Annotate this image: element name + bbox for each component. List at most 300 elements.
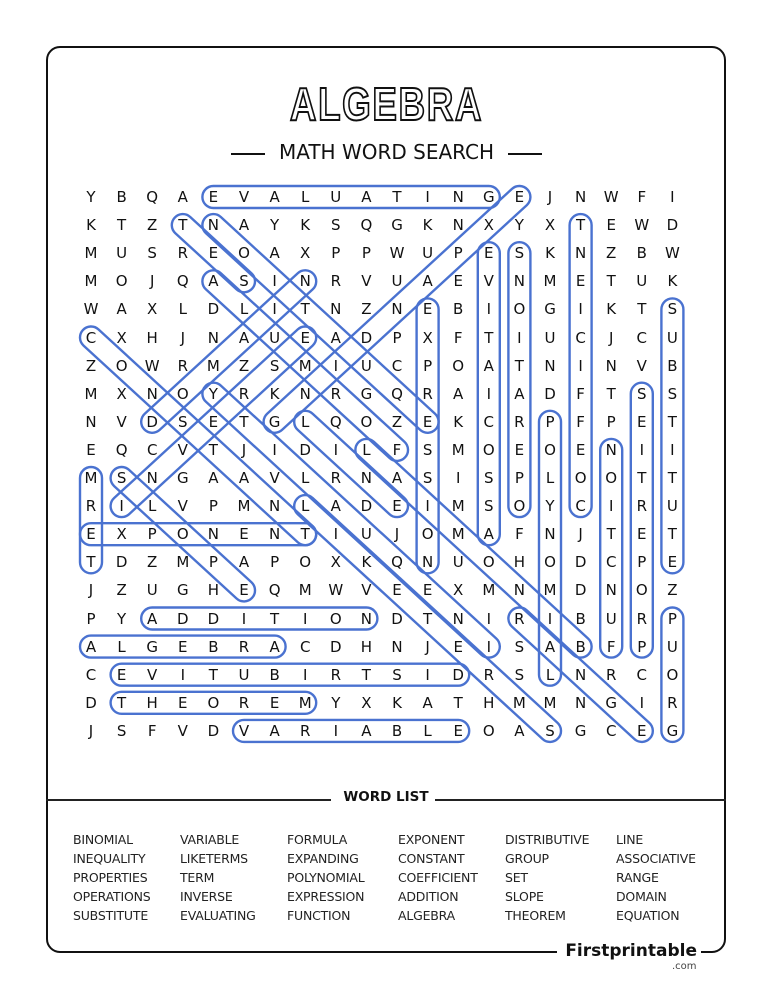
grid-cell[interactable]: N bbox=[452, 609, 464, 628]
grid-cell[interactable]: C bbox=[636, 665, 648, 684]
grid-cell[interactable]: J bbox=[547, 188, 553, 206]
grid-cell[interactable]: O bbox=[452, 356, 465, 375]
grid-cell[interactable]: E bbox=[300, 328, 310, 347]
grid-cell[interactable]: U bbox=[422, 244, 434, 263]
grid-cell[interactable]: L bbox=[301, 188, 310, 206]
grid-cell[interactable]: D bbox=[452, 665, 464, 684]
grid-cell[interactable]: T bbox=[239, 412, 249, 431]
grid-cell[interactable]: V bbox=[177, 497, 188, 516]
grid-cell[interactable]: O bbox=[605, 469, 618, 487]
grid-cell[interactable]: X bbox=[330, 553, 341, 572]
grid-cell[interactable]: Q bbox=[391, 384, 403, 403]
grid-cell[interactable]: K bbox=[545, 244, 555, 263]
grid-cell[interactable]: I bbox=[639, 440, 645, 459]
grid-cell[interactable]: K bbox=[300, 216, 311, 235]
grid-cell[interactable]: N bbox=[299, 384, 311, 403]
grid-cell[interactable]: I bbox=[302, 665, 308, 684]
grid-cell[interactable]: T bbox=[514, 356, 524, 375]
grid-cell[interactable]: R bbox=[605, 665, 617, 684]
grid-cell[interactable]: N bbox=[146, 384, 158, 403]
grid-cell[interactable]: C bbox=[636, 328, 648, 347]
grid-cell[interactable]: G bbox=[574, 721, 587, 740]
grid-cell[interactable]: A bbox=[208, 469, 219, 487]
grid-cell[interactable]: B bbox=[208, 637, 219, 656]
grid-cell[interactable]: B bbox=[116, 188, 127, 206]
grid-cell[interactable]: Q bbox=[146, 188, 159, 206]
grid-cell[interactable]: Z bbox=[85, 356, 97, 375]
grid-cell[interactable]: P bbox=[667, 609, 677, 628]
grid-cell[interactable]: Z bbox=[116, 581, 127, 600]
grid-cell[interactable]: F bbox=[637, 188, 647, 206]
grid-cell[interactable]: U bbox=[269, 328, 281, 347]
grid-cell[interactable]: A bbox=[238, 328, 250, 347]
grid-cell[interactable]: J bbox=[578, 525, 583, 544]
grid-cell[interactable]: V bbox=[636, 356, 647, 375]
grid-cell[interactable]: Q bbox=[391, 553, 403, 572]
grid-cell[interactable]: J bbox=[608, 328, 614, 347]
grid-cell[interactable]: N bbox=[605, 581, 617, 600]
grid-cell[interactable]: M bbox=[298, 356, 312, 375]
grid-cell[interactable]: I bbox=[272, 272, 277, 291]
grid-cell[interactable]: Z bbox=[361, 300, 372, 319]
grid-cell[interactable]: I bbox=[578, 300, 583, 319]
grid-cell[interactable]: U bbox=[666, 497, 678, 516]
grid-cell[interactable]: N bbox=[513, 272, 525, 291]
grid-cell[interactable]: N bbox=[268, 497, 281, 516]
grid-cell[interactable]: M bbox=[206, 356, 220, 375]
grid-cell[interactable]: R bbox=[238, 384, 250, 403]
grid-cell[interactable]: R bbox=[483, 665, 495, 684]
grid-cell[interactable]: L bbox=[545, 665, 555, 684]
grid-cell[interactable]: C bbox=[605, 721, 617, 740]
grid-cell[interactable]: V bbox=[238, 188, 250, 206]
grid-cell[interactable]: M bbox=[237, 497, 251, 516]
grid-cell[interactable]: K bbox=[453, 412, 464, 431]
grid-cell[interactable]: O bbox=[666, 665, 679, 684]
grid-cell[interactable]: U bbox=[146, 581, 158, 600]
grid-cell[interactable]: O bbox=[544, 553, 556, 572]
grid-cell[interactable]: P bbox=[637, 637, 647, 656]
grid-cell[interactable]: F bbox=[576, 412, 585, 431]
grid-cell[interactable]: A bbox=[514, 721, 525, 740]
grid-cell[interactable]: D bbox=[207, 300, 220, 319]
grid-cell[interactable]: N bbox=[513, 581, 525, 600]
grid-cell[interactable]: R bbox=[514, 609, 525, 628]
grid-cell[interactable]: R bbox=[330, 384, 342, 403]
grid-cell[interactable]: T bbox=[667, 412, 677, 431]
grid-cell[interactable]: E bbox=[239, 525, 249, 544]
grid-cell[interactable]: N bbox=[391, 637, 403, 656]
grid-cell[interactable]: G bbox=[268, 412, 281, 431]
grid-cell[interactable]: E bbox=[484, 244, 494, 263]
grid-cell[interactable]: A bbox=[514, 384, 525, 403]
grid-cell[interactable]: W bbox=[664, 244, 680, 263]
grid-cell[interactable]: G bbox=[391, 216, 403, 235]
grid-cell[interactable]: P bbox=[637, 553, 647, 572]
grid-cell[interactable]: T bbox=[178, 216, 188, 235]
grid-cell[interactable]: L bbox=[178, 300, 187, 319]
grid-cell[interactable]: H bbox=[513, 553, 526, 572]
grid-cell[interactable]: E bbox=[239, 581, 249, 600]
grid-cell[interactable]: P bbox=[392, 328, 402, 347]
grid-cell[interactable]: R bbox=[422, 384, 433, 403]
grid-cell[interactable]: S bbox=[484, 469, 494, 487]
grid-cell[interactable]: S bbox=[667, 300, 678, 319]
grid-cell[interactable]: W bbox=[83, 300, 99, 319]
grid-cell[interactable]: T bbox=[117, 693, 127, 712]
grid-cell[interactable]: O bbox=[329, 609, 342, 628]
grid-cell[interactable]: M bbox=[482, 581, 496, 600]
grid-cell[interactable]: Y bbox=[208, 384, 218, 403]
grid-cell[interactable]: P bbox=[545, 412, 555, 431]
grid-cell[interactable]: S bbox=[514, 637, 525, 656]
grid-cell[interactable]: T bbox=[300, 300, 310, 319]
grid-cell[interactable]: X bbox=[116, 525, 127, 544]
grid-cell[interactable]: T bbox=[361, 665, 371, 684]
grid-cell[interactable]: P bbox=[270, 553, 280, 572]
grid-cell[interactable]: P bbox=[514, 469, 524, 487]
grid-cell[interactable]: V bbox=[116, 412, 127, 431]
grid-cell[interactable]: N bbox=[421, 553, 434, 572]
grid-cell[interactable]: P bbox=[208, 553, 218, 572]
grid-cell[interactable]: S bbox=[178, 412, 188, 431]
grid-cell[interactable]: U bbox=[238, 665, 250, 684]
grid-cell[interactable]: M bbox=[451, 525, 465, 544]
grid-cell[interactable]: T bbox=[86, 553, 96, 572]
grid-cell[interactable]: U bbox=[391, 272, 403, 291]
grid-cell[interactable]: T bbox=[667, 525, 677, 544]
grid-cell[interactable]: R bbox=[330, 469, 342, 487]
grid-cell[interactable]: S bbox=[484, 497, 494, 516]
grid-cell[interactable]: E bbox=[178, 637, 188, 656]
grid-cell[interactable]: X bbox=[116, 328, 127, 347]
grid-cell[interactable]: E bbox=[86, 525, 96, 544]
grid-cell[interactable]: I bbox=[119, 497, 124, 516]
grid-cell[interactable]: R bbox=[177, 356, 189, 375]
grid-cell[interactable]: I bbox=[241, 609, 247, 628]
grid-cell[interactable]: U bbox=[116, 244, 128, 263]
grid-cell[interactable]: R bbox=[330, 272, 342, 291]
grid-cell[interactable]: I bbox=[272, 300, 277, 319]
grid-cell[interactable]: A bbox=[85, 637, 97, 656]
grid-cell[interactable]: E bbox=[575, 440, 586, 459]
grid-cell[interactable]: A bbox=[483, 525, 494, 544]
grid-cell[interactable]: G bbox=[360, 384, 373, 403]
grid-cell[interactable]: B bbox=[453, 300, 464, 319]
grid-cell[interactable]: D bbox=[85, 693, 97, 712]
grid-cell[interactable]: F bbox=[515, 525, 524, 544]
grid-cell[interactable]: T bbox=[576, 216, 586, 235]
grid-cell[interactable]: R bbox=[514, 412, 525, 431]
grid-cell[interactable]: V bbox=[177, 721, 188, 740]
grid-cell[interactable]: O bbox=[176, 384, 189, 403]
grid-cell[interactable]: J bbox=[149, 272, 155, 291]
grid-cell[interactable]: O bbox=[115, 272, 128, 291]
grid-cell[interactable]: Q bbox=[176, 272, 189, 291]
grid-cell[interactable]: X bbox=[483, 216, 494, 235]
grid-cell[interactable]: B bbox=[575, 609, 586, 628]
grid-cell[interactable]: Z bbox=[391, 412, 403, 431]
grid-cell[interactable]: P bbox=[147, 525, 157, 544]
grid-cell[interactable]: N bbox=[544, 525, 556, 544]
grid-cell[interactable]: A bbox=[269, 637, 280, 656]
grid-cell[interactable]: M bbox=[543, 693, 557, 712]
grid-cell[interactable]: T bbox=[453, 693, 463, 712]
grid-cell[interactable]: X bbox=[544, 216, 556, 235]
grid-cell[interactable]: N bbox=[360, 609, 372, 628]
grid-cell[interactable]: T bbox=[300, 525, 310, 544]
grid-cell[interactable]: M bbox=[451, 440, 465, 459]
grid-cell[interactable]: O bbox=[513, 300, 526, 319]
grid-cell[interactable]: T bbox=[667, 469, 677, 487]
grid-cell[interactable]: C bbox=[391, 356, 403, 375]
grid-cell[interactable]: R bbox=[667, 693, 678, 712]
grid-cell[interactable]: C bbox=[85, 328, 97, 347]
grid-cell[interactable]: U bbox=[360, 356, 372, 375]
grid-cell[interactable]: L bbox=[301, 497, 310, 516]
grid-cell[interactable]: I bbox=[517, 328, 522, 347]
grid-cell[interactable]: E bbox=[208, 244, 219, 263]
grid-cell[interactable]: S bbox=[637, 384, 647, 403]
grid-cell[interactable]: P bbox=[361, 244, 371, 263]
grid-cell[interactable]: V bbox=[147, 665, 158, 684]
grid-cell[interactable]: F bbox=[453, 328, 463, 347]
grid-cell[interactable]: N bbox=[207, 216, 219, 235]
grid-cell[interactable]: G bbox=[666, 721, 679, 740]
grid-cell[interactable]: Q bbox=[268, 581, 281, 600]
grid-cell[interactable]: F bbox=[147, 721, 157, 740]
grid-cell[interactable]: I bbox=[333, 356, 339, 375]
grid-cell[interactable]: Y bbox=[331, 693, 341, 712]
grid-cell[interactable]: W bbox=[328, 581, 344, 600]
grid-cell[interactable]: I bbox=[180, 665, 186, 684]
grid-cell[interactable]: N bbox=[544, 356, 556, 375]
grid-cell[interactable]: E bbox=[453, 637, 463, 656]
grid-cell[interactable]: I bbox=[578, 356, 583, 375]
grid-cell[interactable]: B bbox=[667, 356, 678, 375]
grid-cell[interactable]: D bbox=[666, 216, 679, 235]
grid-cell[interactable]: P bbox=[208, 497, 218, 516]
grid-cell[interactable]: L bbox=[148, 497, 157, 516]
grid-cell[interactable]: I bbox=[425, 188, 430, 206]
grid-cell[interactable]: S bbox=[667, 384, 678, 403]
grid-cell[interactable]: N bbox=[574, 693, 587, 712]
grid-cell[interactable]: A bbox=[269, 244, 280, 263]
grid-cell[interactable]: M bbox=[84, 384, 98, 403]
grid-cell[interactable]: Z bbox=[667, 581, 678, 600]
grid-cell[interactable]: I bbox=[333, 721, 339, 740]
grid-cell[interactable]: V bbox=[177, 440, 188, 459]
grid-cell[interactable]: N bbox=[85, 412, 97, 431]
grid-cell[interactable]: S bbox=[116, 721, 127, 740]
grid-cell[interactable]: I bbox=[608, 497, 614, 516]
grid-cell[interactable]: K bbox=[361, 553, 372, 572]
grid-cell[interactable]: A bbox=[208, 272, 219, 291]
grid-cell[interactable]: T bbox=[606, 272, 616, 291]
grid-cell[interactable]: K bbox=[86, 216, 96, 235]
grid-cell[interactable]: E bbox=[86, 440, 96, 459]
grid-cell[interactable]: T bbox=[484, 328, 494, 347]
grid-cell[interactable]: E bbox=[637, 721, 647, 740]
grid-cell[interactable]: B bbox=[391, 721, 403, 740]
grid-cell[interactable]: S bbox=[116, 469, 127, 487]
grid-cell[interactable]: A bbox=[361, 188, 372, 206]
grid-cell[interactable]: Y bbox=[514, 216, 524, 235]
grid-cell[interactable]: O bbox=[421, 525, 434, 544]
grid-cell[interactable]: R bbox=[238, 637, 250, 656]
grid-cell[interactable]: I bbox=[547, 609, 553, 628]
grid-cell[interactable]: I bbox=[486, 637, 492, 656]
grid-cell[interactable]: I bbox=[425, 665, 430, 684]
grid-cell[interactable]: I bbox=[302, 609, 308, 628]
grid-cell[interactable]: A bbox=[147, 609, 158, 628]
grid-cell[interactable]: D bbox=[574, 553, 587, 572]
grid-cell[interactable]: P bbox=[331, 244, 341, 263]
grid-cell[interactable]: M bbox=[176, 553, 190, 572]
grid-cell[interactable]: D bbox=[330, 637, 342, 656]
grid-cell[interactable]: D bbox=[391, 609, 403, 628]
grid-cell[interactable]: I bbox=[333, 440, 339, 459]
grid-cell[interactable]: A bbox=[269, 188, 280, 206]
grid-cell[interactable]: F bbox=[576, 384, 585, 403]
grid-cell[interactable]: E bbox=[116, 665, 127, 684]
grid-cell[interactable]: L bbox=[545, 469, 555, 487]
grid-cell[interactable]: D bbox=[207, 609, 220, 628]
grid-cell[interactable]: B bbox=[636, 244, 647, 263]
grid-cell[interactable]: A bbox=[483, 356, 494, 375]
grid-cell[interactable]: Z bbox=[147, 216, 158, 235]
grid-cell[interactable]: S bbox=[239, 272, 249, 291]
grid-cell[interactable]: M bbox=[512, 693, 526, 712]
grid-cell[interactable]: D bbox=[574, 581, 587, 600]
grid-cell[interactable]: P bbox=[606, 412, 616, 431]
grid-cell[interactable]: U bbox=[636, 272, 648, 291]
grid-cell[interactable]: A bbox=[269, 721, 280, 740]
grid-cell[interactable]: A bbox=[330, 497, 341, 516]
grid-cell[interactable]: C bbox=[605, 553, 617, 572]
grid-cell[interactable]: Z bbox=[147, 553, 158, 572]
grid-cell[interactable]: K bbox=[269, 384, 280, 403]
grid-cell[interactable]: Q bbox=[329, 412, 342, 431]
grid-cell[interactable]: B bbox=[575, 637, 586, 656]
grid-cell[interactable]: Q bbox=[360, 216, 373, 235]
grid-cell[interactable]: N bbox=[146, 469, 158, 487]
grid-cell[interactable]: H bbox=[483, 693, 495, 712]
grid-cell[interactable]: R bbox=[636, 609, 648, 628]
grid-cell[interactable]: N bbox=[574, 244, 587, 263]
grid-cell[interactable]: M bbox=[543, 581, 557, 600]
grid-cell[interactable]: R bbox=[85, 497, 97, 516]
grid-cell[interactable]: R bbox=[177, 244, 189, 263]
grid-cell[interactable]: L bbox=[239, 300, 249, 319]
grid-cell[interactable]: N bbox=[452, 216, 464, 235]
grid-cell[interactable]: W bbox=[389, 244, 405, 263]
grid-cell[interactable]: T bbox=[392, 188, 402, 206]
grid-cell[interactable]: I bbox=[486, 384, 492, 403]
grid-cell[interactable]: J bbox=[241, 440, 247, 459]
grid-cell[interactable]: Z bbox=[238, 356, 250, 375]
grid-cell[interactable]: O bbox=[482, 721, 495, 740]
grid-cell[interactable]: M bbox=[298, 693, 312, 712]
grid-cell[interactable]: I bbox=[425, 497, 430, 516]
grid-cell[interactable]: A bbox=[330, 328, 341, 347]
grid-cell[interactable]: D bbox=[146, 412, 158, 431]
grid-cell[interactable]: M bbox=[298, 581, 312, 600]
grid-cell[interactable]: E bbox=[667, 553, 678, 572]
grid-cell[interactable]: E bbox=[208, 188, 219, 206]
grid-cell[interactable]: E bbox=[637, 412, 647, 431]
grid-cell[interactable]: O bbox=[176, 525, 189, 544]
grid-cell[interactable]: K bbox=[606, 300, 617, 319]
grid-cell[interactable]: N bbox=[574, 188, 587, 206]
grid-cell[interactable]: H bbox=[146, 693, 158, 712]
grid-cell[interactable]: O bbox=[207, 693, 220, 712]
grid-cell[interactable]: N bbox=[605, 440, 617, 459]
grid-cell[interactable]: Y bbox=[117, 609, 127, 628]
grid-cell[interactable]: U bbox=[452, 553, 464, 572]
grid-cell[interactable]: X bbox=[453, 581, 464, 600]
grid-cell[interactable]: S bbox=[422, 469, 433, 487]
grid-cell[interactable]: S bbox=[392, 665, 402, 684]
grid-cell[interactable]: G bbox=[544, 300, 556, 319]
grid-cell[interactable]: G bbox=[482, 188, 495, 206]
grid-cell[interactable]: J bbox=[180, 328, 186, 347]
grid-cell[interactable]: A bbox=[177, 188, 188, 206]
grid-cell[interactable]: Y bbox=[545, 497, 555, 516]
grid-cell[interactable]: W bbox=[144, 356, 160, 375]
grid-cell[interactable]: O bbox=[513, 497, 526, 516]
grid-cell[interactable]: S bbox=[514, 244, 525, 263]
grid-cell[interactable]: O bbox=[635, 581, 648, 600]
grid-cell[interactable]: M bbox=[451, 497, 465, 516]
grid-cell[interactable]: J bbox=[88, 581, 94, 600]
grid-cell[interactable]: N bbox=[452, 188, 464, 206]
grid-cell[interactable]: E bbox=[575, 272, 586, 291]
grid-cell[interactable]: E bbox=[514, 188, 525, 206]
grid-cell[interactable]: A bbox=[544, 637, 556, 656]
grid-cell[interactable]: S bbox=[545, 721, 555, 740]
grid-cell[interactable]: F bbox=[392, 440, 402, 459]
grid-cell[interactable]: X bbox=[116, 384, 127, 403]
grid-cell[interactable]: N bbox=[574, 665, 587, 684]
grid-cell[interactable]: N bbox=[207, 525, 219, 544]
grid-cell[interactable]: J bbox=[425, 637, 430, 656]
grid-cell[interactable]: O bbox=[299, 553, 312, 572]
grid-cell[interactable]: D bbox=[544, 384, 556, 403]
grid-cell[interactable]: T bbox=[117, 216, 127, 235]
grid-cell[interactable]: M bbox=[84, 272, 98, 291]
grid-cell[interactable]: J bbox=[394, 525, 400, 544]
grid-cell[interactable]: I bbox=[486, 609, 492, 628]
grid-cell[interactable]: L bbox=[301, 412, 310, 431]
grid-cell[interactable]: W bbox=[603, 188, 619, 206]
grid-cell[interactable]: L bbox=[301, 469, 310, 487]
grid-cell[interactable]: I bbox=[639, 693, 645, 712]
grid-cell[interactable]: G bbox=[605, 693, 617, 712]
grid-cell[interactable]: N bbox=[330, 300, 342, 319]
grid-cell[interactable]: T bbox=[208, 665, 218, 684]
grid-cell[interactable]: V bbox=[483, 272, 494, 291]
grid-cell[interactable]: I bbox=[670, 440, 675, 459]
grid-cell[interactable]: S bbox=[147, 244, 157, 263]
grid-cell[interactable]: C bbox=[299, 637, 311, 656]
grid-cell[interactable]: L bbox=[423, 721, 432, 740]
grid-cell[interactable]: E bbox=[514, 440, 525, 459]
grid-cell[interactable]: E bbox=[422, 581, 433, 600]
grid-cell[interactable]: O bbox=[115, 356, 128, 375]
grid-cell[interactable]: A bbox=[453, 384, 464, 403]
grid-cell[interactable]: D bbox=[177, 609, 189, 628]
